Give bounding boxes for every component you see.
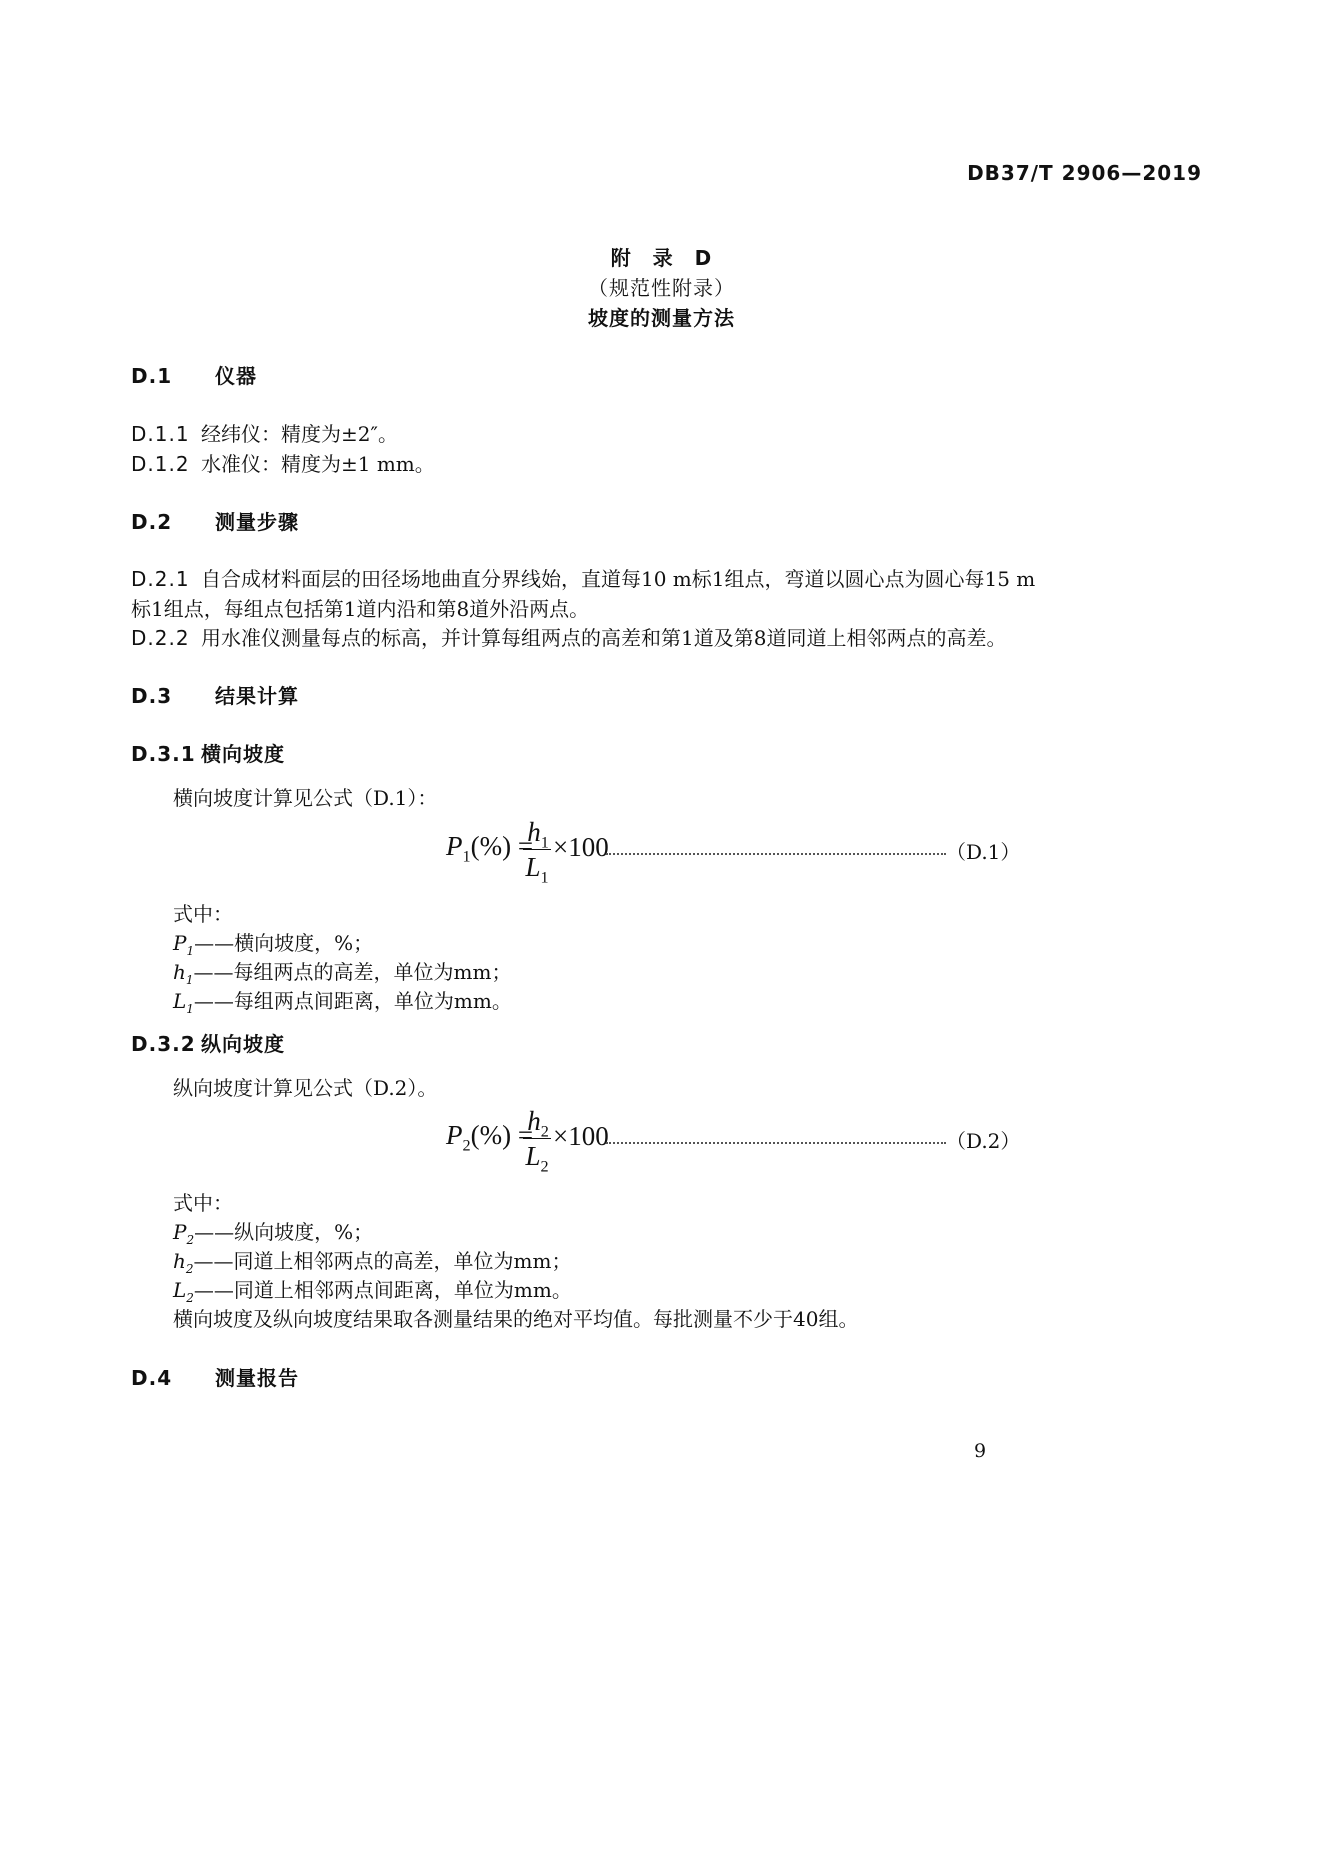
clause-number: D.1.1 — [131, 422, 190, 446]
appendix-subtitle: （规范性附录） — [588, 276, 735, 300]
formula-numerator: $h_1$ — [527, 817, 549, 852]
clause-d1-1 — [131, 418, 398, 447]
formula-intro-d1: 横向坡度计算见公式（D.1）： — [173, 786, 438, 810]
clause-number: D.2.2 — [131, 626, 190, 650]
formula-lhs: $P_1(\%)$ = — [446, 831, 534, 866]
where-item: $h_1——$每组两点的高差，单位为mm； — [173, 960, 512, 987]
clause-text: 自合成材料面层的田径场地曲直分界线始，直道每10 m标1组点，弯道以圆心点为圆心每15 m — [201, 567, 1036, 591]
appendix-name: 坡度的测量方法 — [588, 306, 735, 330]
page-number: 9 — [974, 1440, 987, 1462]
section-title: 横向坡度 — [201, 742, 285, 766]
where-item: $L_2——$同道上相邻两点间距离，单位为mm。 — [173, 1278, 572, 1305]
section-title: 仪器 — [215, 364, 257, 388]
section-number: D.4 — [131, 1366, 173, 1390]
section-d4-heading — [131, 1362, 299, 1391]
section-number: D.1 — [131, 364, 173, 388]
section-title: 纵向坡度 — [201, 1032, 285, 1056]
where-label: 式中： — [173, 902, 233, 926]
clause-text: 经纬仪：精度为±2″。 — [201, 422, 398, 446]
clause-d2-1-line2: 标1组点，每组点包括第1道内沿和第8道外沿两点。 — [131, 597, 590, 621]
section-number: D.3.2 — [131, 1032, 196, 1056]
clause-d2-1-line1 — [131, 563, 1035, 592]
section-d3-1-heading — [131, 738, 285, 767]
clause-number: D.2.1 — [131, 567, 190, 591]
section-number: D.3.1 — [131, 742, 196, 766]
section-number: D.2 — [131, 510, 173, 534]
clause-text: 用水准仪测量每点的标高，并计算每组两点的高差和第1道及第8道同道上相邻两点的高差。 — [201, 626, 1007, 650]
formula-multiplier: ×100 — [553, 1121, 609, 1151]
where-item: $P_2——$纵向坡度，%； — [173, 1220, 374, 1247]
formula-intro-d2: 纵向坡度计算见公式（D.2）。 — [173, 1076, 438, 1100]
fraction-bar — [523, 1138, 551, 1139]
dot-leader — [606, 1142, 946, 1144]
equation-number: （D.1） — [946, 840, 1021, 864]
formula-denominator: $L_2$ — [525, 1141, 549, 1176]
section-title: 测量步骤 — [215, 510, 299, 534]
formula-denominator: $L_1$ — [525, 852, 549, 887]
where-label: 式中： — [173, 1191, 233, 1215]
section-d1-heading — [131, 360, 257, 389]
clause-number: D.1.2 — [131, 452, 190, 476]
fraction-bar — [523, 849, 551, 850]
clause-d2-2 — [131, 622, 1006, 651]
equation-number: （D.2） — [946, 1129, 1021, 1153]
section-d3-heading — [131, 680, 299, 709]
formula-numerator: $h_2$ — [527, 1106, 549, 1141]
result-note: 横向坡度及纵向坡度结果取各测量结果的绝对平均值。每批测量不少于40组。 — [173, 1307, 859, 1331]
where-item: $L_1——$每组两点间距离，单位为mm。 — [173, 989, 512, 1016]
clause-text: 水准仪：精度为±1 mm。 — [201, 452, 435, 476]
document-code: DB37/T 2906—2019 — [967, 161, 1202, 185]
dot-leader — [606, 853, 946, 855]
section-d3-2-heading — [131, 1028, 285, 1057]
formula-multiplier: ×100 — [553, 832, 609, 862]
section-title: 结果计算 — [215, 684, 299, 708]
formula-lhs: $P_2(\%)$ = — [446, 1120, 534, 1155]
where-item: $h_2——$同道上相邻两点的高差，单位为mm； — [173, 1249, 572, 1276]
appendix-title: 附 录 D — [610, 246, 713, 270]
section-title: 测量报告 — [215, 1366, 299, 1390]
clause-d1-2 — [131, 448, 435, 477]
where-item: $P_1——$横向坡度，%； — [173, 931, 374, 958]
section-number: D.3 — [131, 684, 173, 708]
section-d2-heading — [131, 506, 299, 535]
